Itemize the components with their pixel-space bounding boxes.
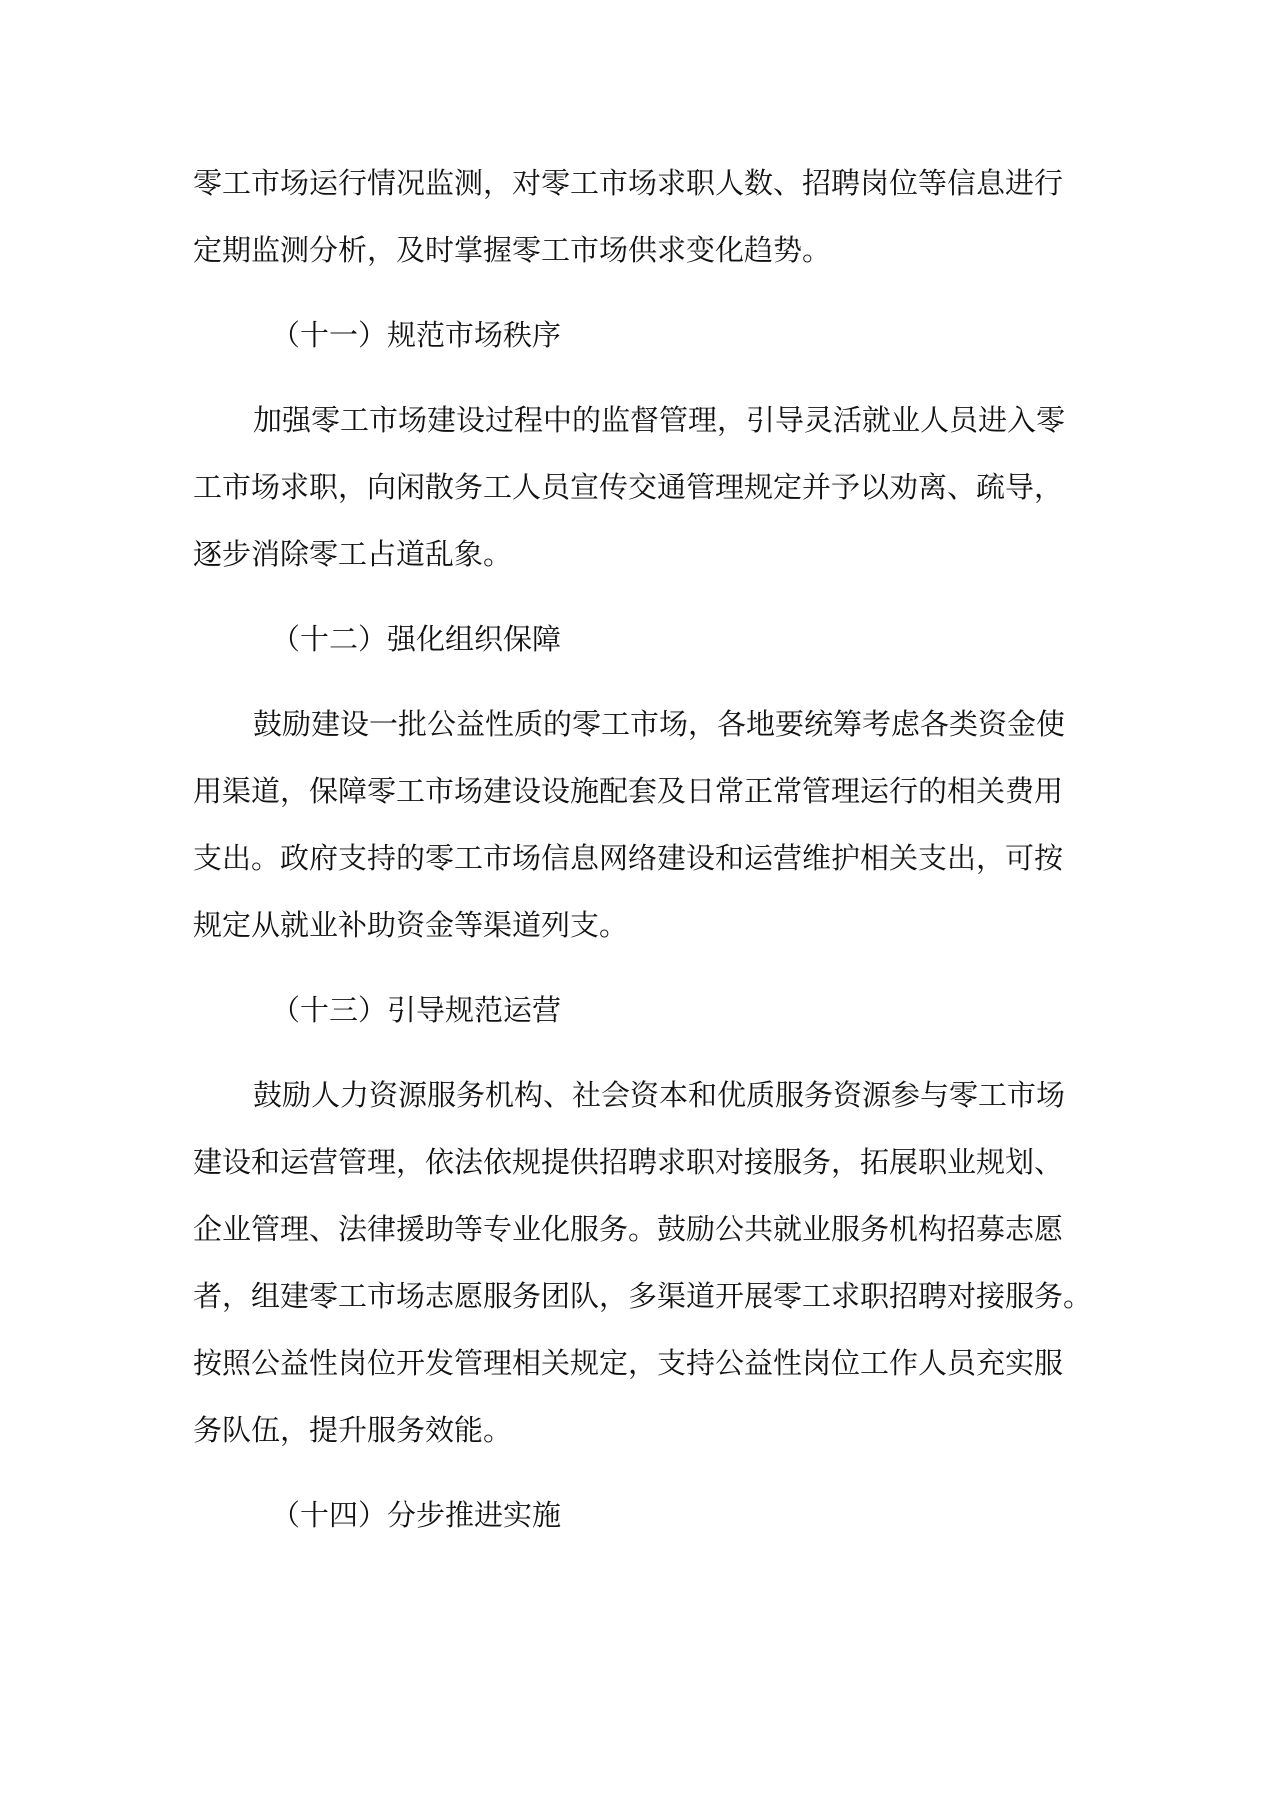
section-heading-14: （十四）分步推进实施 xyxy=(271,1498,562,1532)
document-body xyxy=(193,150,1098,1549)
text-line: 零工市场运行情况监测，对零工市场求职人数、招聘岗位等信息进行 xyxy=(193,166,1064,200)
text-line: 规定从就业补助资金等渠道列支。 xyxy=(193,908,629,942)
text-line: 者，组建零工市场志愿服务团队，多渠道开展零工求职招聘对接服务。 xyxy=(193,1279,1093,1313)
text-line: 鼓励建设一批公益性质的零工市场，各地要统筹考虑各类资金使 xyxy=(253,707,1066,741)
text-line: 加强零工市场建设过程中的监督管理，引导灵活就业人员进入零 xyxy=(253,403,1066,437)
text-line: 建设和运营管理，依法依规提供招聘求职对接服务，拓展职业规划、 xyxy=(193,1145,1064,1179)
paragraph-section-11 xyxy=(193,387,1098,588)
text-line: 工市场求职，向闲散务工人员宣传交通管理规定并予以劝离、疏导， xyxy=(193,470,1064,504)
section-heading-13: （十三）引导规范运营 xyxy=(271,993,562,1027)
text-line: 支出。政府支持的零工市场信息网络建设和运营维护相关支出，可按 xyxy=(193,841,1064,875)
paragraph-section-12 xyxy=(193,691,1098,959)
text-line: 按照公益性岗位开发管理相关规定，支持公益性岗位工作人员充实服 xyxy=(193,1346,1064,1380)
paragraph-monitoring xyxy=(193,150,1098,284)
paragraph-section-13 xyxy=(193,1062,1098,1464)
text-line: 企业管理、法律援助等专业化服务。鼓励公共就业服务机构招募志愿 xyxy=(193,1212,1064,1246)
text-line: 鼓励人力资源服务机构、社会资本和优质服务资源参与零工市场 xyxy=(253,1078,1066,1112)
text-line: 务队伍，提升服务效能。 xyxy=(193,1413,513,1447)
text-line: 用渠道，保障零工市场建设设施配套及日常正常管理运行的相关费用 xyxy=(193,774,1064,808)
text-line: 逐步消除零工占道乱象。 xyxy=(193,537,513,571)
section-heading-12: （十二）强化组织保障 xyxy=(271,622,562,656)
section-heading-11: （十一）规范市场秩序 xyxy=(271,318,562,352)
text-line: 定期监测分析，及时掌握零工市场供求变化趋势。 xyxy=(193,233,832,267)
